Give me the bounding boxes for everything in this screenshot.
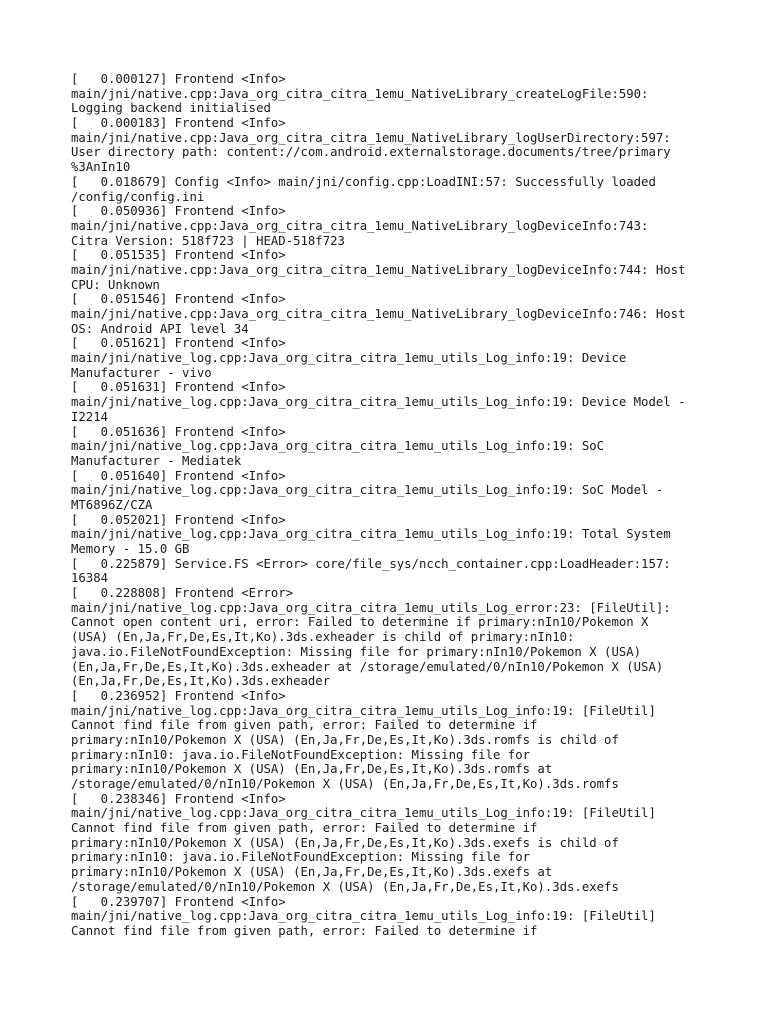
log-line: [ 0.236952] Frontend <Info>	[71, 688, 286, 703]
log-line: main/jni/native_log.cpp:Java_org_citra_citra_1emu_utils_Log_info:19: [FileUtil]	[71, 806, 656, 821]
log-line: main/jni/native.cpp:Java_org_citra_citra_1emu_NativeLibrary_logUserDirectory:597:	[71, 130, 671, 145]
log-line: [ 0.000183] Frontend <Info>	[71, 116, 286, 131]
log-line: primary:nIn10/Pokemon X (USA) (En,Ja,Fr,De,Es,It,Ko).3ds.romfs at	[71, 762, 553, 777]
log-line: MT6896Z/CZA	[71, 497, 153, 512]
log-line: [ 0.228808] Frontend <Error>	[71, 586, 294, 601]
log-line: main/jni/native.cpp:Java_org_citra_citra_1emu_NativeLibrary_createLogFile:590:	[71, 86, 649, 101]
log-line: main/jni/native_log.cpp:Java_org_citra_citra_1emu_utils_Log_info:19: SoC	[71, 439, 605, 454]
log-line: main/jni/native_log.cpp:Java_org_citra_citra_1emu_utils_Log_error:23: [FileUtil]:	[71, 600, 671, 615]
log-line: [ 0.051631] Frontend <Info>	[71, 380, 286, 395]
log-line: Cannot find file from given path, error: Failed to determine if	[71, 718, 538, 733]
log-line: CPU: Unknown	[71, 277, 160, 292]
log-line: (En,Ja,Fr,De,Es,It,Ko).3ds.exheader	[71, 674, 331, 689]
log-line: [ 0.051636] Frontend <Info>	[71, 424, 286, 439]
log-line: primary:nIn10/Pokemon X (USA) (En,Ja,Fr,De,Es,It,Ko).3ds.exefs at	[71, 865, 553, 880]
log-line: [ 0.052021] Frontend <Info>	[71, 512, 286, 527]
log-line: User directory path: content://com.android.externalstorage.documents/tree/primary	[71, 145, 671, 160]
log-line: /config/config.ini	[71, 189, 205, 204]
log-line: [ 0.051546] Frontend <Info>	[71, 292, 286, 307]
log-line: primary:nIn10: java.io.FileNotFoundException: Missing file for	[71, 747, 531, 762]
log-line: java.io.FileNotFoundException: Missing file for primary:nIn10/Pokemon X (USA)	[71, 644, 642, 659]
log-line: primary:nIn10/Pokemon X (USA) (En,Ja,Fr,De,Es,It,Ko).3ds.romfs is child of	[71, 732, 619, 747]
log-line: main/jni/native_log.cpp:Java_org_citra_citra_1emu_utils_Log_info:19: [FileUtil]	[71, 703, 656, 718]
log-line: main/jni/native.cpp:Java_org_citra_citra_1emu_NativeLibrary_logDeviceInfo:746: Host	[71, 307, 686, 321]
log-line: /storage/emulated/0/nIn10/Pokemon X (USA) (En,Ja,Fr,De,Es,It,Ko).3ds.exefs	[71, 879, 619, 894]
log-document	[71, 72, 711, 953]
log-line: primary:nIn10/Pokemon X (USA) (En,Ja,Fr,De,Es,It,Ko).3ds.exefs is child of	[71, 835, 619, 850]
log-line: Logging backend initialised	[71, 101, 271, 116]
log-line: [ 0.225879] Service.FS <Error> core/file_sys/ncch_container.cpp:LoadHeader:157:	[71, 556, 671, 571]
log-line: Cannot open content uri, error: Failed to determine if primary:nIn10/Pokemon X	[71, 615, 649, 630]
log-line: Cannot find file from given path, error: Failed to determine if	[71, 923, 538, 938]
log-line: OS: Android API level 34	[71, 321, 249, 336]
log-line: Memory - 15.0 GB	[71, 542, 190, 556]
log-line: Cannot find file from given path, error: Failed to determine if	[71, 821, 538, 836]
log-line: main/jni/native_log.cpp:Java_org_citra_citra_1emu_utils_Log_info:19: SoC Model -	[71, 483, 664, 498]
log-line: (En,Ja,Fr,De,Es,It,Ko).3ds.exheader at /storage/emulated/0/nIn10/Pokemon X (USA)	[71, 659, 664, 674]
log-line: [ 0.239707] Frontend <Info>	[71, 894, 286, 909]
log-line: [ 0.000127] Frontend <Info>	[71, 72, 286, 86]
log-line: [ 0.051640] Frontend <Info>	[71, 468, 286, 483]
log-line: main/jni/native_log.cpp:Java_org_citra_citra_1emu_utils_Log_info:19: Device Model -	[71, 395, 686, 410]
log-line	[71, 939, 711, 954]
log-line: [ 0.238346] Frontend <Info>	[71, 791, 286, 806]
log-line: main/jni/native_log.cpp:Java_org_citra_citra_1emu_utils_Log_info:19: Total System	[71, 527, 671, 542]
log-line: 16384	[71, 571, 109, 586]
log-line: (USA) (En,Ja,Fr,De,Es,It,Ko).3ds.exheader is child of primary:nIn10:	[71, 630, 575, 645]
log-line: [ 0.051535] Frontend <Info>	[71, 248, 286, 263]
log-line: I2214	[71, 409, 109, 424]
log-line: [ 0.051621] Frontend <Info>	[71, 336, 286, 351]
log-line: main/jni/native.cpp:Java_org_citra_citra_1emu_NativeLibrary_logDeviceInfo:744: Host	[71, 262, 686, 277]
log-line: primary:nIn10: java.io.FileNotFoundException: Missing file for	[71, 850, 531, 865]
log-line: [ 0.050936] Frontend <Info>	[71, 204, 286, 219]
log-line: %3AnIn10	[71, 160, 131, 175]
log-line: /storage/emulated/0/nIn10/Pokemon X (USA) (En,Ja,Fr,De,Es,It,Ko).3ds.romfs	[71, 777, 619, 791]
log-line: Manufacturer - Mediatek	[71, 453, 242, 468]
log-line: main/jni/native_log.cpp:Java_org_citra_citra_1emu_utils_Log_info:19: [FileUtil]	[71, 909, 656, 924]
log-line: main/jni/native_log.cpp:Java_org_citra_citra_1emu_utils_Log_info:19: Device	[71, 351, 627, 366]
log-line: Citra Version: 518f723 | HEAD-518f723	[71, 233, 345, 248]
log-line: Manufacturer - vivo	[71, 365, 212, 380]
log-line: main/jni/native.cpp:Java_org_citra_citra_1emu_NativeLibrary_logDeviceInfo:743:	[71, 218, 649, 233]
log-line: [ 0.018679] Config <Info> main/jni/config.cpp:LoadINI:57: Successfully loaded	[71, 174, 656, 189]
